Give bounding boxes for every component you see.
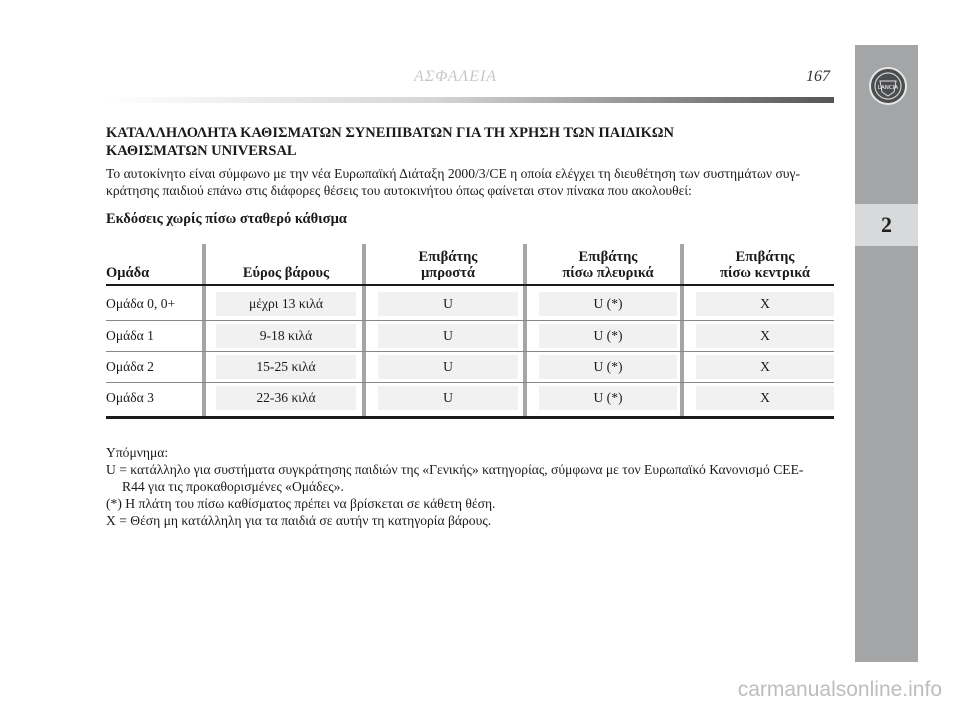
table-row [106,383,834,413]
header-rear-side-passenger [539,244,677,281]
intro-line2: κράτησης παιδιού επάνω στις διάφορες θέσεις του αυτοκινήτου όπως φαίνεται στον πίνακα που ακολουθεί: [106,183,692,198]
cell-group: Ομάδα 2 [106,359,154,374]
lancia-logo-icon [869,67,907,105]
legend [106,444,840,529]
header-rear-side-line1: Επιβάτης [578,249,638,265]
main-heading-line1: ΚΑΤΑΛΛΗΛΟΛΗΤΑ ΚΑΘΙΣΜΑΤΩΝ ΣΥΝΕΠΙΒΑΤΩΝ ΓΙΑ ΤΗ ΧΡΗΣΗ ΤΩΝ ΠΑΙΔΙΚΩΝ [106,125,674,141]
legend-u-line2: R44 για τις προκαθορισμένες «Ομάδες». [122,479,344,494]
cell-rear-side: U (*) [539,292,677,316]
table-row [106,352,834,382]
header-rear-center-line2: πίσω κεντρικά [720,265,810,281]
header-group-label: Ομάδα [106,265,150,281]
cell-group: Ομάδα 1 [106,328,154,343]
table-bottom-rule [106,416,834,419]
cell-front: U [378,324,518,348]
legend-asterisk-note: (*) Η πλάτη του πίσω καθίσματος πρέπει να βρίσκεται σε κάθετη θέση. [106,496,496,511]
cell-front: U [378,386,518,410]
header-front-passenger-line2: μπροστά [421,265,475,281]
page-number: 167 [806,68,830,85]
main-heading-line2: ΚΑΘΙΣΜΑΤΩΝ UNIVERSAL [106,143,297,159]
header-rear-center-passenger [696,244,834,281]
watermark: carmanualsonline.info [737,678,942,701]
cell-front: U [378,355,518,379]
cell-group: Ομάδα 0, 0+ [106,296,176,311]
cell-front: U [378,292,518,316]
header-group [106,244,202,281]
chapter-number-tab: 2 [855,204,918,246]
cell-weight: μέχρι 13 κιλά [216,292,356,316]
cell-rear-side: U (*) [539,355,677,379]
cell-rear-center: X [696,292,834,316]
table-header [106,244,834,281]
cell-weight: 22-36 κιλά [216,386,356,410]
main-heading [106,124,834,160]
cell-weight: 15-25 κιλά [216,355,356,379]
table-row [106,321,834,351]
cell-rear-side: U (*) [539,386,677,410]
section-heading: Εκδόσεις χωρίς πίσω σταθερό κάθισμα [106,211,347,227]
cell-rear-center: X [696,355,834,379]
header-weight-range-label: Εύρος βάρους [242,265,330,281]
legend-x-line: X = Θέση μη κατάλληλη για τα παιδιά σε αυτήν τη κατηγορία βάρους. [106,513,492,528]
table-row [106,289,834,319]
chapter-sidebar [855,45,918,662]
legend-u-line1: U = κατάλληλο για συστήματα συγκράτησης παιδιών της «Γενικής» κατηγορίας, σύμφωνα με τον Ευρωπαϊκό Κανονισμό CEE- [106,462,804,477]
header-rear-center-line1: Επιβάτης [735,249,795,265]
cell-rear-side: U (*) [539,324,677,348]
intro-line1: Το αυτοκίνητο είναι σύμφωνο με την νέα Ευρωπαϊκή Διάταξη 2000/3/CE η οποία ελέγχει τη διευθέτηση των συστημάτων συγ- [106,166,801,181]
cell-rear-center: X [696,324,834,348]
header-rule [106,97,834,103]
header-underline [106,284,834,286]
intro-paragraph [106,165,836,199]
logo-text: LANCIA [877,85,899,91]
header-front-passenger-line1: Επιβάτης [418,249,478,265]
cell-group: Ομάδα 3 [106,390,154,405]
cell-weight: 9-18 κιλά [216,324,356,348]
header-front-passenger [378,244,518,281]
legend-title: Υπόμνημα: [106,445,169,460]
running-header-title: ΑΣΦΑΛΕΙΑ [414,68,498,85]
header-weight-range [216,244,356,281]
cell-rear-center: X [696,386,834,410]
header-rear-side-line2: πίσω πλευρικά [562,265,654,281]
